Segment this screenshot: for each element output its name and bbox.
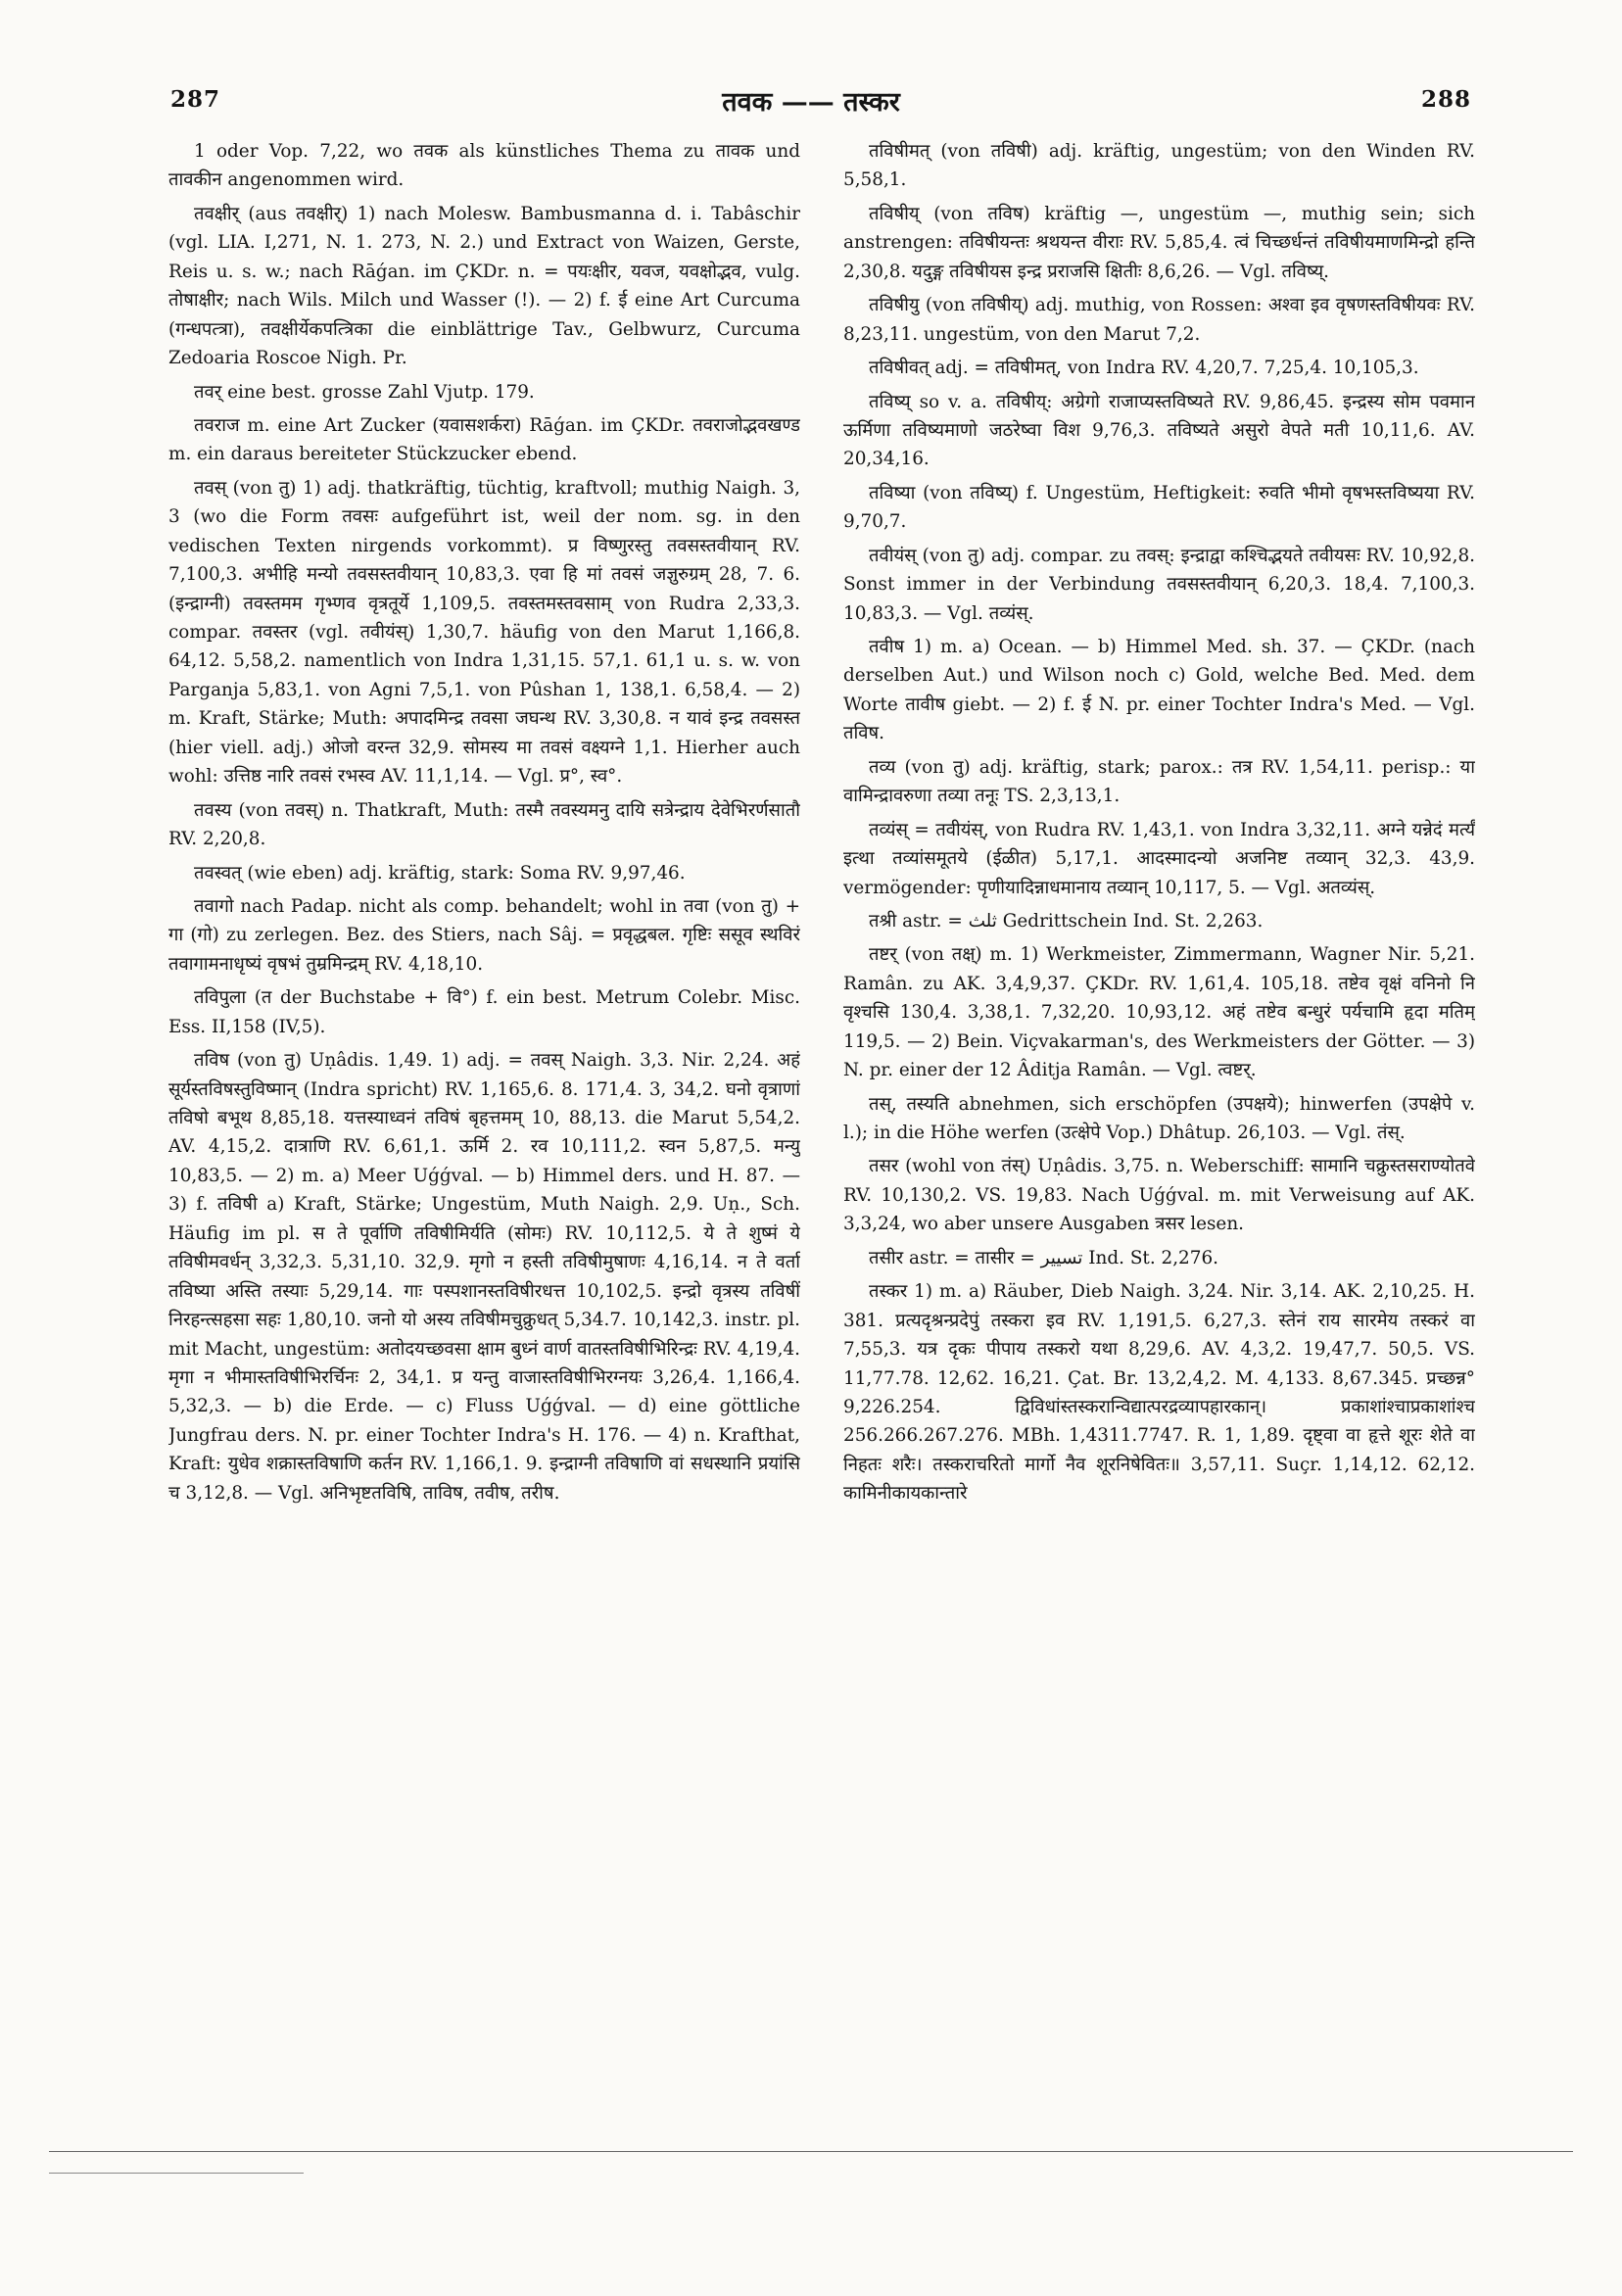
entry-taskara: तस्कर 1) m. a) Räuber, Dieb Naigh. 3,24. Nir. 3,14. AK. 2,10,25. H. 381. प्रत्यदृश्रन्प्रदेपुं तस्करा इव RV. 1,191,5. 6,27,3. स्तेनं राय सारमेय तस्करं वा 7,55,3. यत्र दृकः पीपाय तस्करो यथा 8,29,6. AV. 4,3,2. 19,47,7. 50,5. VS. 11,77.78. 12,62. 16,21. Çat. Br. 13,2,4,2. M. 4,133. 8,67.345. प्रच्छन्न° 9,226.254. द्विविधांस्तस्करान्विद्यात्परद्रव्यापहारकान्। प्रकाशांश्चाप्रकाशांश्च 256.266.267.276. MBh. 1,4311.7747. R. 1, 1,89. दृष्ट्वा वा हृत्ते शूरः शेते वा निहतः शरैः। तस्कराचरितो मार्गो नैव शूरनिषेवितः॥ 3,57,11. Suçr. 1,14,12. 62,12. कामिनीकायकान्तारे xyxy=(843,1281,1475,1505)
entry-tas: तस्, तस्यति abnehmen, sich erschöpfen (उपक्षये); hinwerfen (उपक्षेपे v. l.); in die Höhe werfen (उत्क्षेपे Vop.) Dhâtup. 26,103. — Vgl. तंस्. xyxy=(843,1093,1475,1143)
entry-tavasya: तवस्य (von तवस्) n. Thatkraft, Muth: तस्मै तवस्यमनु दायि सत्रेन्द्राय देवेभिरर्णसातौ RV. 2,20,8. xyxy=(168,799,800,850)
entry-tavishimat: तविषीमत् (von तविषी) adj. kräftig, ungestüm; von den Winden RV. 5,58,1. xyxy=(843,141,1475,191)
entry-taviyams: तवीयंस् (von तु) adj. compar. zu तवस्: इन्द्राद्वा कश्चिद्भयते तवीयसः RV. 10,92,8. Sonst immer in der Verbindung तवसस्तवीयान् 6,20,3. 18,4. 7,100,3. 10,83,3. — Vgl. तव्यंस्. xyxy=(843,545,1475,624)
entry-tavasvat: तवस्वत् (wie eben) adj. kräftig, stark: Soma RV. 9,97,46. xyxy=(194,862,686,884)
entry-tavishivat: तविषीवत् adj. = तविषीमत्, von Indra RV. 4,20,7. 7,25,4. 10,105,3. xyxy=(869,358,1419,379)
footer-rule xyxy=(49,2151,1573,2152)
entry-tavaka-continued: 1 oder Vop. 7,22, wo तवक als künstliches Thema zu तावक und तावकीन angenommen wird. xyxy=(168,141,800,191)
entry-tavakshira: तवक्षीर् (aus तवक्षीर्) 1) nach Molesw. Bambusmanna d. i. Tabâschir (vgl. LIA. I,271, N. 1. 273, N. 2.) und Extract von Waizen, Gerste, Reis u. s. w.; nach Rāǵan. im ÇKDr. n. = पयःक्षीर, यवज, यवक्षोद्भव, vulg. तोषाक्षीर; nach Wils. Milch und Wasser (!). — 2) f. ई eine Art Curcuma (गन्धपत्त्रा), तवक्षीर्येकपत्त्रिका die einblättrige Tav., Gelbwurz, Curcuma Zedoaria Roscoe Nigh. Pr. xyxy=(168,203,800,369)
entry-tavishy: तविष्य् so v. a. तविषीय्: अग्रेगो राजाप्यस्तविष्यते RV. 9,86,45. इन्द्रस्य सोम पवमान ऊर्मिणा तविष्यमाणो जठरेष्वा विश 9,76,3. तविष्यते असुरो वेपते मती 10,11,6. AV. 20,34,16. xyxy=(843,391,1475,470)
entry-tashtar: तष्टर् (von तक्ष्) m. 1) Werkmeister, Zimmermann, Wagner Nir. 5,21. Ramân. zu AK. 3,4,9,37. ÇKDr. RV. 1,61,4. 105,18. तष्टेव वृक्षं वनिनो नि वृश्चसि 130,4. 3,38,1. 7,32,20. 10,93,12. अहं तष्टेव बन्धुरं पर्यचामि हृदा मतिम् 119,5. — 2) Bein. Viçvakarman's, des Werkmeisters der Götter. — 3) N. pr. einer der 12 Âditja Ramân. — Vgl. त्वष्टर्. xyxy=(843,944,1475,1081)
entry-tavago: तवागो nach Padap. nicht als comp. behandelt; wohl in तवा (von तु) + गा (गो) zu zerlegen. Bez. des Stiers, nach Sâj. = प्रवृद्धबल. गृष्टिः ससूव स्थविरं तवागामनाधृष्यं वृषभं तुम्रमिन्द्रम् RV. 4,18,10. xyxy=(168,895,800,975)
entry-tavishiy: तविषीय् (von तविष) kräftig —, ungestüm —, muthig sein; sich anstrengen: तविषीयन्तः श्रथयन्त वीराः RV. 5,85,4. त्वं चिच्छर्धन्तं तविषीयमाणमिन्द्रो हन्ति 2,30,8. यदुङ्ग तविषीयस इन्द्र प्रराजसि क्षितीः 8,6,26. — Vgl. तविष्य्. xyxy=(843,203,1475,282)
entry-tashri: तश्री astr. = ثلث Gedrittschein Ind. St. 2,263. xyxy=(869,910,1264,932)
entry-tavya: तव्य (von तु) adj. kräftig, stark; parox.: तत्र RV. 1,54,11. perisp.: या वामिन्द्रावरुणा तव्या तनूः TS. 2,3,13,1. xyxy=(843,756,1475,807)
entry-tavisha-2: तवीष 1) m. a) Ocean. — b) Himmel Med. sh. 37. — ÇKDr. (nach derselben Aut.) und Wilson noch c) Gold, welche Bed. Med. dem Worte तावीष giebt. — 2) f. ई N. pr. einer Tochter Indra's Med. — Vgl. तविष. xyxy=(843,637,1475,744)
page-number-left: 287 xyxy=(170,86,221,113)
entry-tavishya: तविष्या (von तविष्य्) f. Ungestüm, Heftigkeit: रुवति भीमो वृषभस्तविष्यया RV. 9,70,7. xyxy=(843,482,1475,533)
entry-tasara: तसर (wohl von तंस्) Uṇâdis. 3,75. n. Weberschiff: सामानि चक्रुस्तसराण्योतवे RV. 10,130,2. VS. 19,83. Nach Uǵǵval. m. mit Verweisung auf AK. 3,3,24, wo aber unsere Ausgaben त्रसर lesen. xyxy=(843,1156,1475,1235)
entry-tavas: तवस् (von तु) 1) adj. thatkräftig, tüchtig, kraftvoll; muthig Naigh. 3, 3 (wo die Form तवसः aufgeführt ist, weil der nom. sg. in den vedischen Texten nirgends vorkommt). प्र विष्णुरस्तु तवसस्तवीयान् RV. 7,100,3. अभीहि मन्यो तवसस्तवीयान् 10,83,3. एवा हि मां तवसं जज्ञुरुग्रम् 28, 7. 6. (इन्द्राग्नी) तवस्तमम गृभ्णव वृत्रतूर्ये 1,109,5. तवस्तमस्तवसाम् von Rudra 2,33,3. compar. तवस्तर (vgl. तवीयंस्) 1,30,7. häufig von den Marut 1,166,8. 64,12. 5,58,2. namentlich von Indra 1,31,15. 57,1. 61,1 u. s. w. von Parganja 5,83,1. von Agni 7,5,1. von Pûshan 1, 138,1. 6,58,4. — 2) m. Kraft, Stärke; Muth: अपादमिन्द्र तवसा जघन्थ RV. 3,30,8. न यावं इन्द्र तवसस्त (hier viell. adj.) ओजो वरन्त 32,9. सोमस्य मा तवसं वक्ष्यग्ने 1,1. Hierher auch wohl: उत्तिष्ठ नारि तवसं रभस्व AV. 11,1,14. — Vgl. प्र°, स्व°. xyxy=(168,477,800,788)
entry-tasira: तसीर astr. = तासीर = تسيير Ind. St. 2,276. xyxy=(869,1247,1219,1268)
entry-tavisha: तविष (von तु) Uṇâdis. 1,49. 1) adj. = तवस् Naigh. 3,3. Nir. 2,24. अहं सूर्यस्तविषस्तुविष्मान् (Indra spricht) RV. 1,165,6. 8. 171,4. 3, 34,2. घनो वृत्राणां तविषो बभूथ 8,85,18. यत्तस्याध्वनं तविषं बृहत्तमम् 10, 88,13. die Marut 5,54,2. AV. 4,15,2. दात्राणि RV. 6,61,1. ऊर्मि 2. रव 10,111,2. स्वन 5,87,5. मन्यु 10,83,5. — 2) m. a) Meer Uǵǵval. — b) Himmel ders. und H. 87. — 3) f. तविषी a) Kraft, Stärke; Ungestüm, Muth Naigh. 2,9. Uṇ., Sch. Häufig im pl. स ते पूर्वाणि तविषीमिर्यति (सोमः) RV. 10,112,5. ये ते शुष्मं ये तविषीमवर्धन् 3,32,3. 5,31,10. 32,9. मृगो न हस्ती तविषीमुषाणः 4,16,14. न ते वर्ता तविष्या अस्ति तस्याः 5,29,14. गाः पस्पशानस्तविषीरधत्त 10,102,5. इन्द्रो वृत्रस्य तविषीं निरहन्त्सहसा सहः 1,80,10. जनो यो अस्य तविषीमचुक्रुधत् 5,34.7. 10,142,3. instr. pl. mit Macht, ungestüm: अतोदयच्छवसा क्षाम बुध्नं वार्ण वातस्तविषीभिरिन्द्रः RV. 4,19,4. मृगा न भीमास्तविषीभिरर्चिनः 2, 34,1. प्र यन्तु वाजास्तविषीभिरग्नयः 3,26,4. 1,166,4. 5,32,3. — b) die Erde. — c) Fluss Uǵǵval. — d) eine göttliche Jungfrau ders. N. pr. einer Tochter Indra's H. 176. — 4) n. Krafthat, Kraft: युधेव शक्रास्तविषाणि कर्तन RV. 1,166,1. 9. इन्द्राग्नी तविषाणि वां सधस्थानि प्रयांसि च 3,12,8. — Vgl. अनिभृष्टतविषि, ताविष, तवीष, तरीष. xyxy=(168,1050,800,1504)
left-column xyxy=(168,137,800,2111)
running-head: तवक —— तस्कर xyxy=(722,87,900,118)
entry-tavishiyu: तविषीयु (von तविषीय्) adj. muthig, von Rossen: अश्वा इव वृषणस्तविषीयवः RV. 8,23,11. ungestüm, von den Marut 7,2. xyxy=(843,295,1475,345)
dictionary-columns xyxy=(168,137,1475,2111)
entry-tavipula: तविपुला (त der Buchstabe + वि°) f. ein best. Metrum Colebr. Misc. Ess. II,158 (IV,5). xyxy=(168,987,800,1037)
page-number-right: 288 xyxy=(1420,86,1471,113)
right-column xyxy=(843,137,1475,2111)
entry-tavara: तवर् eine best. grosse Zahl Vjutp. 179. xyxy=(194,381,535,403)
entry-tavyams: तव्यंस् = तवीयंस्, von Rudra RV. 1,43,1. von Indra 3,32,11. अग्ने यन्नेदं मर्त्यं इत्था तव्यांसमूतये (ईळीत) 5,17,1. आदस्मादन्यो अजनिष्ट तव्यान् 32,3. 43,9. vermögender: पृणीयादिन्नाधमानाय तव्यान् 10,117, 5. — Vgl. अतव्यंस्. xyxy=(843,819,1475,898)
footer-rule-short xyxy=(49,2173,304,2174)
entry-tavaraja: तवराज m. eine Art Zucker (यवासशर्करा) Rāǵan. im ÇKDr. तवराजोद्भवखण्ड m. ein daraus bereiteter Stückzucker ebend. xyxy=(168,414,800,465)
